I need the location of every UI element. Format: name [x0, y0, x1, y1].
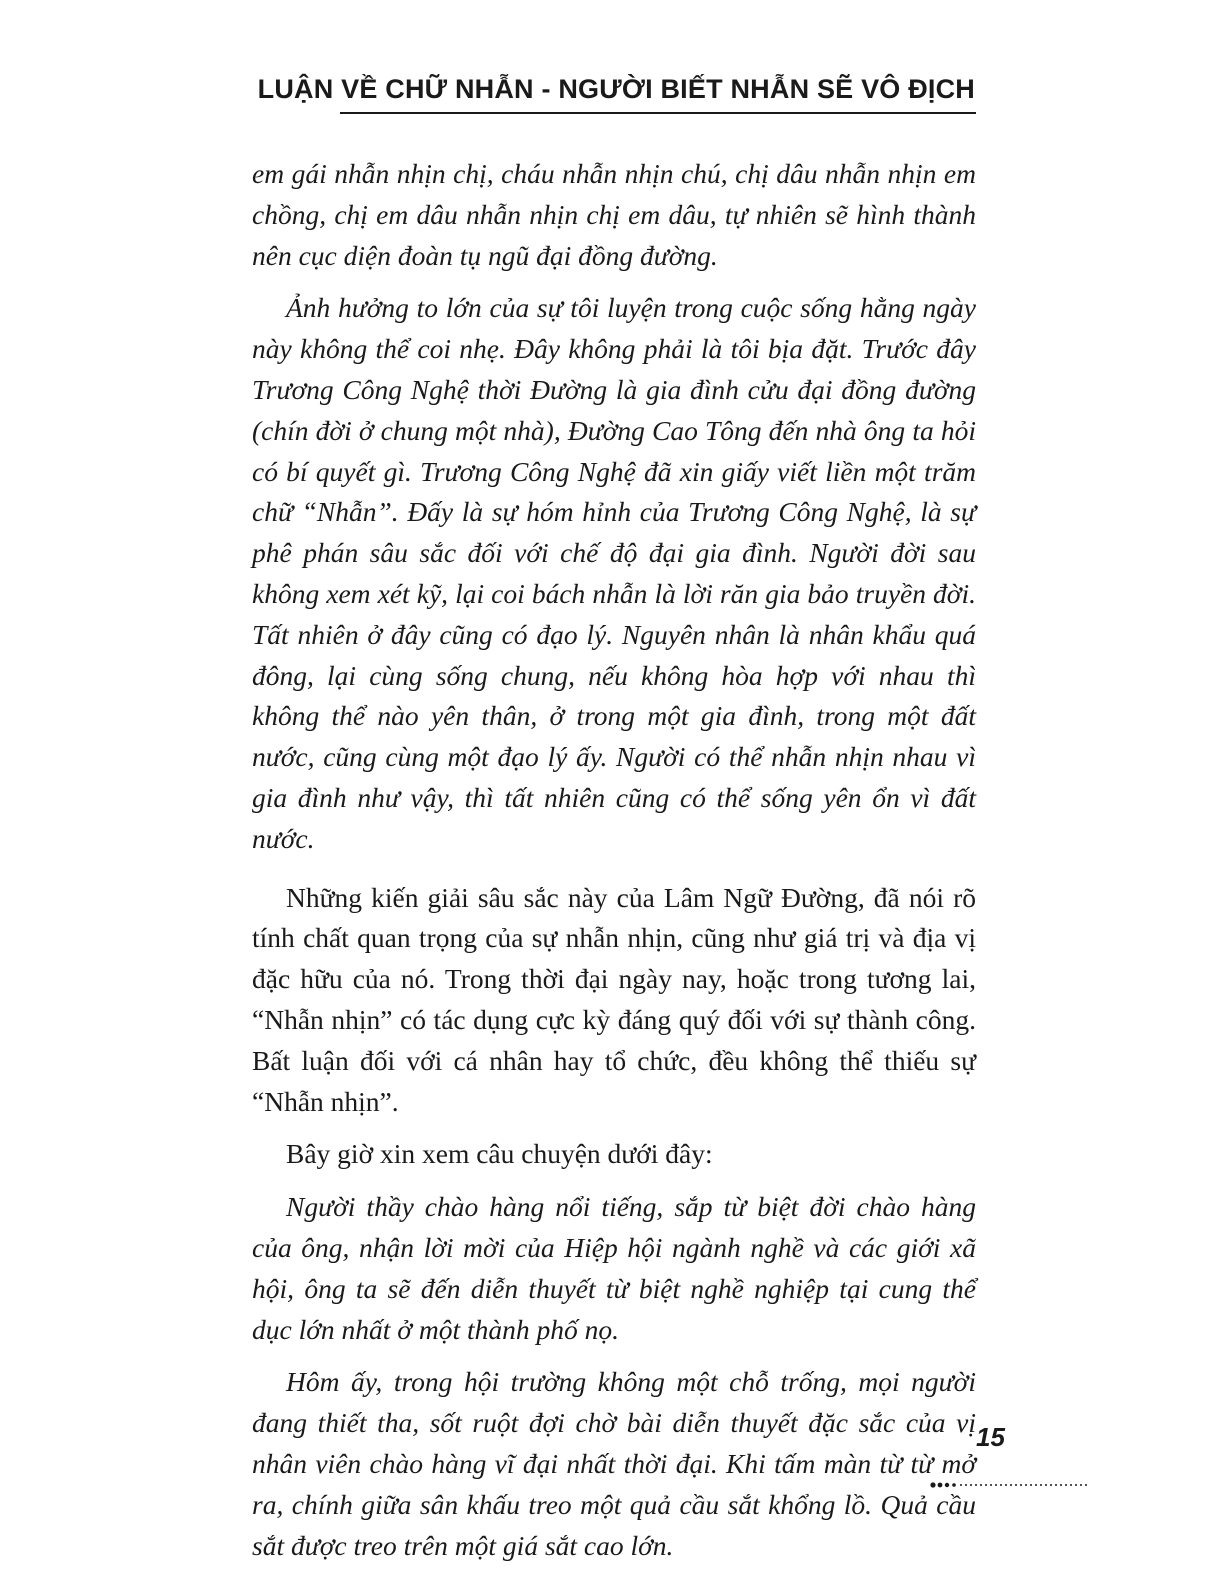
footer-dotted-rule: [930, 1482, 1090, 1488]
paragraph-intro-story: Bây giờ xin xem câu chuyện dưới đây:: [286, 1138, 713, 1170]
paragraph-quote: Ảnh hưởng to lớn của sự tôi luyện trong cuộc sống hằng ngày này không thể coi nhẹ. Đây không phải là tôi bịa đặt. Trước đây Trương Công Nghệ thời Đường là gia đình cửu đại đồng đường (chín đời ở chung một nhà), Đường Cao Tông đến nhà ông ta hỏi có bí quyết gì. Trương Công Nghệ đã xin giấy viết liền một trăm chữ “Nhẫn”. Đấy là sự hóm hỉnh của Trương Công Nghệ, là sự phê phán sâu sắc đối với chế độ đại gia đình. Người đời sau không xem xét kỹ, lại coi bách nhẫn là lời răn gia bảo truyền đời. Tất nhiên ở đây cũng có đạo lý. Nguyên nhân là nhân khẩu quá đông, lại cùng sống chung, nếu không hòa hợp với nhau thì không thể nào yên thân, ở trong một gia đình, trong một đất nước, cũng cùng một đạo lý ấy. Người có thể nhẫn nhịn nhau vì gia đình như vậy, thì tất nhiên cũng có thể sống yên ổn vì đất nước.: [252, 292, 976, 854]
header-rule: [340, 112, 976, 114]
paragraph-story-1: Người thầy chào hàng nổi tiếng, sắp từ biệt đời chào hàng của ông, nhận lời mời của Hiệp hội ngành nghề và các giới xã hội, ông ta sẽ đến diễn thuyết từ biệt nghề nghiệp tại cung thể dục lớn nhất ở một thành phố nọ.: [252, 1191, 976, 1345]
page-number: 15: [976, 1422, 1005, 1452]
paragraph-story-2: Hôm ấy, trong hội trường không một chỗ trống, mọi người đang thiết tha, sốt ruột đợi chờ bài diễn thuyết đặc sắc của vị nhân viên chào hàng vĩ đại nhất thời đại. Khi tấm màn từ từ mở ra, chính giữa sân khấu treo một quả cầu sắt khổng lồ. Quả cầu sắt được treo trên một giá sắt cao lớn.: [252, 1366, 976, 1561]
page-footer: [930, 1422, 1100, 1502]
running-header: LUẬN VỀ CHỮ NHẪN - NGƯỜI BIẾT NHẪN SẼ VÔ ĐỊCH: [257, 74, 975, 104]
body-text: [252, 154, 976, 1578]
paragraph-continuation: em gái nhẫn nhịn chị, cháu nhẫn nhịn chú, chị dâu nhẫn nhịn em chồng, chị em dâu nhẫn nhịn chị em dâu, tự nhiên sẽ hình thành nên cục diện đoàn tụ ngũ đại đồng đường.: [252, 158, 976, 271]
paragraph-commentary: Những kiến giải sâu sắc này của Lâm Ngữ Đường, đã nói rõ tính chất quan trọng của sự nhẫn nhịn, cũng như giá trị và địa vị đặc hữu của nó. Trong thời đại ngày nay, hoặc trong tương lai, “Nhẫn nhịn” có tác dụng cực kỳ đáng quý đối với sự thành công. Bất luận đối với cá nhân hay tổ chức, đều không thể thiếu sự “Nhẫn nhịn”.: [252, 881, 976, 1117]
